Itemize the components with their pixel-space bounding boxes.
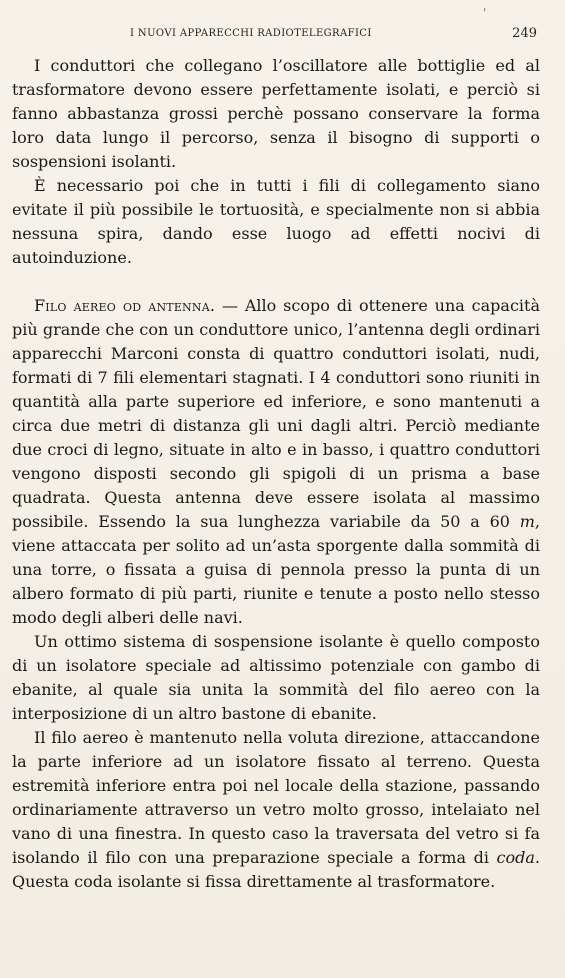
paragraph-tortuosity: È necessario poi che in tutti i fili di collegamento siano evitate il più possibile le tortuosità, e specialmente non si abbia nessuna spira, dando esse luogo ad effetti nocivi di autoinduzione. — [12, 176, 540, 267]
filo-aereo-text: Il filo aereo è mantenuto nella voluta direzione, attaccandone la parte inferiore ad un isolatore fissato al terreno. Questa estremità inferiore entra poi nel locale della stazione, passando ordinariamente attraverso un vetro molto grosso, intelaiato nel vano di una finestra. In questo caso la traversata del vetro si fa isolando il filo con una preparazione speciale a forma di — [12, 728, 540, 867]
paragraph-conductors: I conduttori che collegano l’oscillatore alle bottiglie ed al trasformatore devono essere perfettamente isolati, e perciò si fanno abbastanza grossi perchè possano conservare la forma loro data lungo il percorso, senza il bisogno di supporti o sospensioni isolanti. — [12, 56, 540, 171]
section-spacer — [12, 270, 540, 294]
filo-aereo-text-end: . Questa coda isolante si fissa direttamente al trasformatore. — [12, 848, 540, 891]
body-text — [12, 54, 540, 894]
section-heading-antenna: Filo aereo od antenna. — [34, 296, 216, 315]
page-number: 249 — [512, 26, 537, 41]
antenna-text-continued: , viene attaccata per solito ad un’asta sporgente dalla sommità di una torre, o fissata a guisa di pennola presso la punta di un albero formato di più parti, riunite e tenute a posto nello stesso modo degli alberi delle navi. — [12, 512, 540, 627]
print-mark: ' — [483, 6, 487, 20]
running-head — [0, 26, 565, 46]
running-title: I NUOVI APPARECCHI RADIOTELEGRAFICI — [130, 28, 372, 39]
italic-coda: coda — [496, 848, 535, 867]
paragraph-insulator: Un ottimo sistema di sospensione isolante è quello composto di un isolatore speciale ad altissimo potenziale con gambo di ebanite, al quale sia unita la sommità del filo aereo con la interposizione di un altro bastone di ebanite. — [12, 632, 540, 723]
paragraph-antenna — [12, 294, 540, 630]
antenna-text: — Allo scopo di ottenere una capacità più grande che con un conduttore unico, l’antenna degli ordinari apparecchi Marconi consta di quattro conduttori isolati, nudi, formati di 7 fili elementari stagnati. I 4 conduttori sono riuniti in quantità alla parte superiore ed inferiore, e sono mantenuti a circa due metri di distanza gli uni dagli altri. Perciò mediante due croci di legno, situate in alto e in basso, i quattro conduttori vengono disposti secondo gli spigoli di un prisma a base quadrata. Questa antenna deve essere isolata al massimo possibile. Essendo la sua lunghezza variabile da 50 a 60 — [12, 296, 540, 531]
length-unit: m — [519, 512, 535, 531]
paragraph-filo-aereo — [12, 726, 540, 894]
